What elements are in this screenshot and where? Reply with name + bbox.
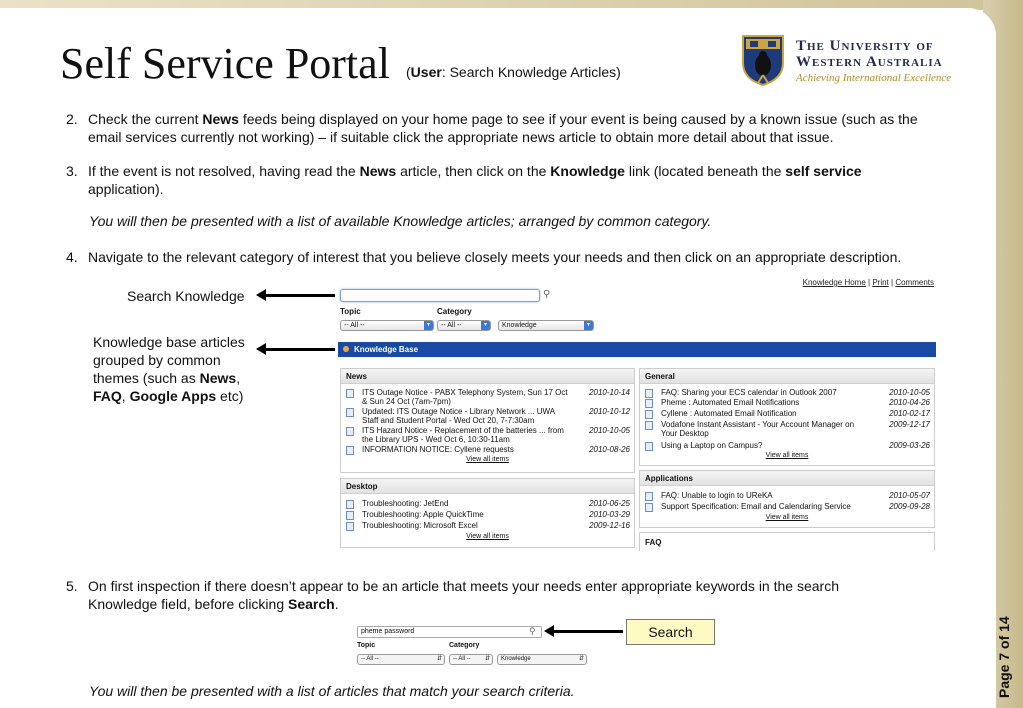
view-all-link[interactable]: View all items	[466, 456, 509, 463]
left-arrow-icon	[265, 294, 335, 297]
step-text: Navigate to the relevant category of interest that you believe closely meets your needs and then click on an appropriate description.	[88, 249, 902, 265]
knowledge-base-bar: Knowledge Base	[338, 342, 936, 357]
step-number: 2.	[66, 111, 78, 127]
page-number: Page 7 of 14	[996, 616, 1012, 698]
panel-title: General	[640, 369, 934, 384]
panel-title: Applications	[640, 471, 934, 486]
university-crest-icon	[740, 33, 786, 87]
step-3-note: You will then be presented with a list of available Knowledge articles; arranged by common category.	[89, 213, 712, 229]
step-4	[66, 248, 946, 266]
category-label: Category	[437, 307, 472, 316]
view-all-link[interactable]: View all items	[765, 452, 809, 459]
comments-link[interactable]: Comments	[895, 278, 934, 287]
page-title: Self Service Portal	[60, 39, 390, 88]
chevron-down-icon: ⇵	[484, 656, 490, 662]
list-item[interactable]: Troubleshooting: Microsoft Excel 2009-12-16	[346, 521, 634, 532]
news-panel	[340, 368, 635, 473]
chevron-down-icon: ▾	[584, 321, 593, 330]
category-select[interactable]: -- All -- ⇵	[449, 654, 493, 665]
step-5	[66, 577, 946, 613]
kb-grouping-annotation: Knowledge base articles grouped by common themes (such as News, FAQ, Google Apps etc)	[93, 334, 245, 404]
print-link[interactable]: Print	[872, 278, 889, 287]
faq-panel	[639, 532, 935, 551]
document-icon	[346, 522, 354, 531]
chevron-down-icon: ▾	[481, 321, 490, 330]
document-icon	[645, 410, 653, 419]
scope-select[interactable]: Knowledge ▾	[498, 320, 594, 331]
document-icon	[346, 500, 354, 509]
list-item[interactable]: Pheme : Automated Email Notifications 2010-04-26	[645, 398, 934, 409]
step-3	[66, 162, 946, 198]
step-text: Check the current News feeds being displayed on your home page to see if your event is being caused by a known issue (such as the email services currently not working) – if suitable click the appropriate news article to obtain more detail about that issue.	[88, 111, 918, 145]
left-arrow-icon	[265, 348, 335, 351]
panel-title: News	[341, 369, 634, 384]
general-panel	[639, 368, 935, 466]
list-item[interactable]: FAQ: Sharing your ECS calendar in Outlook 2007 2010-10-05	[645, 388, 934, 398]
university-tagline: Achieving International Excellence	[796, 72, 952, 84]
list-item[interactable]: ITS Outage Notice - PABX Telephony System, Sun 17 Oct & Sun 24 Oct (7am-7pm) 2010-10-14	[346, 388, 634, 407]
kb-bullet-icon	[343, 346, 349, 352]
panel-title: FAQ	[640, 533, 934, 548]
document-icon	[346, 511, 354, 520]
panel-title: Desktop	[341, 479, 634, 494]
scope-select[interactable]: Knowledge ⇵	[497, 654, 587, 665]
applications-panel	[639, 470, 935, 528]
list-item[interactable]: Support Specification: Email and Calendaring Service 2009-09-28	[645, 502, 934, 513]
knowledge-links: Knowledge Home | Print | Comments	[802, 278, 934, 287]
step-number: 5.	[66, 578, 78, 594]
list-item[interactable]: Vodafone Instant Assistant - Your Account Manager on Your Desktop 2009-12-17	[645, 420, 934, 441]
document-icon	[645, 442, 653, 451]
list-item[interactable]: Cyllene : Automated Email Notification 2010-02-17	[645, 409, 934, 420]
university-name-line2: Western Australia	[796, 54, 943, 70]
list-item[interactable]: Using a Laptop on Campus? 2009-03-26	[645, 441, 934, 451]
page-subtitle: (User: Search Knowledge Articles)	[406, 64, 621, 80]
document-icon	[645, 389, 653, 398]
category-select[interactable]: -- All -- ▾	[437, 320, 491, 331]
document-icon	[645, 399, 653, 408]
step-text: On first inspection if there doesn’t appear to be an article that meets your needs enter appropriate keywords in the search Knowledge field, before clicking Search.	[88, 578, 839, 612]
knowledge-search-input[interactable]: pheme password	[357, 626, 542, 638]
topic-select[interactable]: -- All -- ⇵	[357, 654, 445, 665]
search-icon[interactable]: ⚲	[543, 289, 551, 300]
chevron-down-icon: ⇵	[436, 656, 442, 662]
knowledge-search-input[interactable]	[340, 289, 540, 302]
step-5-note: You will then be presented with a list of articles that match your search criteria.	[89, 683, 575, 699]
category-label: Category	[449, 642, 480, 649]
topic-label: Topic	[357, 642, 376, 649]
document-icon	[346, 389, 354, 398]
left-arrow-icon	[553, 630, 623, 633]
chevron-down-icon: ⇵	[578, 656, 584, 662]
search-callout: Search	[626, 619, 715, 645]
chevron-down-icon: ▾	[424, 321, 433, 330]
document-icon	[645, 503, 653, 512]
list-item[interactable]: Troubleshooting: JetEnd 2010-06-25	[346, 499, 634, 510]
list-item[interactable]: Troubleshooting: Apple QuickTime 2010-03-29	[346, 510, 634, 521]
document-icon	[346, 427, 354, 436]
list-item[interactable]: Updated: ITS Outage Notice - Library Network ... UWA Staff and Student Portal - Wed Oct 20, 7-7:30am 2010-10-12	[346, 407, 634, 426]
document-icon	[346, 446, 354, 455]
search-knowledge-annotation: Search Knowledge	[127, 288, 245, 304]
document-icon	[645, 492, 653, 501]
knowledge-base-screenshot	[338, 276, 936, 551]
document-icon	[346, 408, 354, 417]
step-number: 4.	[66, 249, 78, 265]
view-all-link[interactable]: View all items	[466, 533, 509, 540]
view-all-link[interactable]: View all items	[765, 514, 809, 521]
list-item[interactable]: FAQ: Unable to login to UReKA 2010-05-07	[645, 491, 934, 502]
knowledge-home-link[interactable]: Knowledge Home	[802, 278, 866, 287]
list-item[interactable]: INFORMATION NOTICE: Cyllene requests 2010-08-26	[346, 445, 634, 455]
step-text: If the event is not resolved, having read the News article, then click on the Knowledge link (located beneath the self service application).	[88, 163, 862, 197]
search-icon[interactable]: ⚲	[529, 626, 536, 636]
list-item[interactable]: ITS Hazard Notice - Replacement of the batteries ... from the Library UPS - Wed Oct 6, 10:30-11am 2010-10-05	[346, 426, 634, 445]
step-number: 3.	[66, 163, 78, 179]
topic-label: Topic	[340, 307, 361, 316]
step-2	[66, 110, 946, 146]
document-icon	[645, 421, 653, 430]
university-name-line1: The University of	[796, 38, 934, 54]
topic-select[interactable]: -- All -- ▾	[340, 320, 434, 331]
desktop-panel	[340, 478, 635, 548]
